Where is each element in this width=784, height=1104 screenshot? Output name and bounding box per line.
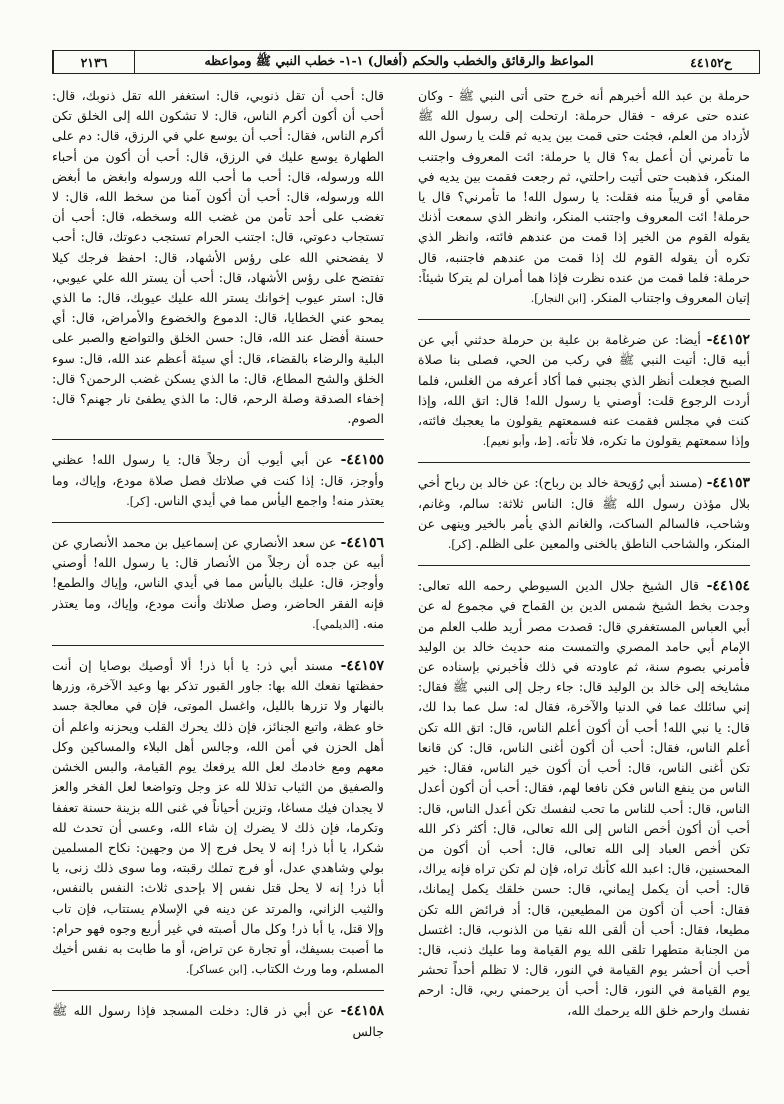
entry-source: [ابن عساكر]. (185, 963, 248, 977)
entry-source: [الديلمي]. (312, 617, 359, 631)
page-number: ٢١٣٦ (53, 51, 134, 73)
continuation-paragraph (418, 86, 750, 309)
hadith-entry (52, 656, 384, 980)
entry-text: عن أبي ذر قال: دخلت المسجد فإذا رسول الله ﷺ جالس (52, 1003, 384, 1039)
right-column (418, 86, 750, 1092)
entry-text: عن أبي أيوب أن رجلاً قال: يا رسول الله! عظني وأوجز، قال: إذا كنت في صلاتك فصل صلاة مودع، وإياك، وما يعتذر منه! واجمع اليأس مما في أيدي الناس. (52, 452, 384, 508)
entry-text: عن سعد الأنصاري عن إسماعيل بن محمد الأنصاري عن أبيه عن جده أن رجلاً من الأنصار قال: يا رسول الله! أوصني وأوجز، قال: عليك باليأس مما في أيدي الناس، وإياك والطمع! فإنه الفقر الحاضر، وصل صلاتك وأنت مودع، وإياك، وما يعتذر منه. (52, 535, 384, 631)
hadith-number: ٤٤١٥٤- (706, 578, 750, 595)
divider (52, 645, 384, 646)
hadith-entry (52, 1001, 384, 1041)
entry-source: [كر]. (126, 494, 150, 508)
hadith-number: ٤٤١٥٨- (340, 1003, 384, 1020)
entry-text: (مسند أبي رُوَيحة خالد بن رباح): عن خالد بن رباح أخي بلال مؤذن رسول الله ﷺ قال: الناس ثلاثة: سالم، وغانم، وشاحب، فالسالم الساكت، والغانم الذي يأمر بالخير وينهى عن المنكر، والشاحب الناطق بالخنى والمعين على الظلم. (418, 475, 750, 552)
entry-text: أيضا: عن ضرغامة بن علية بن حرملة حدثني أبي عن أبيه قال: أتيت النبي ﷺ في ركب من الحي، فصلى بنا صلاة الصبح فجعلت أنظر الذي بجنبي فما أكاد أعرفه من الغلس، فلما أردت الرجوع قلت: أوصني يا رسول الله! قال: اتق الله، وإذا كنت في مجلس فقمت عنه فسمعتهم يقولون ما يعجبك فائته، وإذا سمعتهم يقولون ما تكره، فلا تأته. (418, 332, 750, 449)
hadith-number: ٤٤١٥٦- (340, 535, 384, 552)
divider (418, 319, 750, 320)
hadith-number: ٤٤١٥٥- (340, 452, 384, 469)
divider (52, 439, 384, 440)
page-reference: ح٤٤١٥٢ (690, 54, 732, 70)
entry-text: مسند أبي ذر: يا أبا ذر! ألا أوصيك بوصايا إن أنت حفظتها نفعك الله بها: جاور القبور تذكر بها وعيد الآخرة، وزرها بالنهار ولا تزرها بالليل، واغسل الموتى، فإن في معالجة جسد خاو عظة، واتبع الجنائز، فإن ذلك يحرك القلب ويحزنه واعلم أن أهل الحزن في أمن الله، وجالس أهل البلاء والمساكين وكل معهم ومع خادمك لعل الله يرفعك يوم القيامة، والبس الخشن والصفيق من الثياب تذللا لله عز وجل وتواضعا لعل الفخر والعز لا يجدان فيك مساغا، وتزين أحياناً في غنى الله بزينة حسنة تعففا وتكرما، فإن ذلك لا يضرك إن شاء الله، وعسى أن تحدث لله شكرا، يا أبا ذر! إنه لا يحل فرج إلا من وجهين: نكاح المسلمين بولي وشاهدي عدل، أو فرج تملك رقبته، وما سوى ذلك زنى، يا أبا ذر! إنه لا يحل قتل نفس إلا بإحدى ثلاث: النفس بالنفس، والثيب الزاني، والمرتد عن دينه في الإسلام يستتاب، فإن تاب وإلا قتل، يا أبا ذر! وكل مال أصبته في غير أربع وجوه فهو حرام: ما أصبت بسيفك، أو تجارة عن تراض، أو ما طابت به نفس أخيك المسلم، وما ورث الكتاب. (52, 658, 384, 977)
hadith-entry (418, 576, 750, 1020)
page-header (52, 50, 760, 74)
section-title: المواعظ والرقائق والخطب والحكم (أفعال) ١-١- خطب النبي ﷺ ومواعظه (134, 51, 663, 73)
divider (418, 565, 750, 566)
entry-source: [ابن النجار]. (530, 292, 587, 306)
entry-text: حرملة بن عبد الله أخبرهم أنه خرج حتى أتى النبي ﷺ - وكان عنده حتى عرفه - فقال حرملة: ارتحلت إلى رسول الله ﷺ لأزداد من العلم، فجئت حتى قمت بين يديه ثم قلت يا رسول الله ما تأمرني أن أعمل به؟ قال يا حرملة: ائت المعروف واجتنب المنكر، فذهبت حتى أتيت راحلتي، ثم رجعت فقمت بين يديه في مقامي أو قريباً منه فقلت: يا رسول الله! ما تأمرني؟ قال يا حرملة! ائت المعروف واجتنب المنكر، وانظر الذي سمعت أذنك يقوله القوم من الخير إذا قمت من عندهم فائته، وانظر الذي تكره أن يقوله القوم لك إذا قمت من عندهم فاجتنبه، قال حرملة: فلما قمت من عنده نظرت فإذا هما أمران لم يتركا شيئاً: إتيان المعروف واجتناب المنكر. (418, 88, 750, 306)
divider (52, 522, 384, 523)
entry-text: قال: أحب أن تقل ذنوبي، قال: استغفر الله تقل ذنوبك، قال: أحب أن أكون أكرم الناس، قال: لا تشكون الله إلى الخلق تكن أكرم الناس، فقال: أحب أن يوسع علي في الرزق، قال: دم على الطهارة يوسع عليك في الرزق، قال: أحب أن أكون من أحباء الله ورسوله، قال: أحب ما أحب الله ورسوله وابغض ما أبغض الله ورسوله، قال: أحب أن أكون آمنا من سخط الله، قال: لا تغضب على أحد تأمن من غضب الله وسخطه، قال: أحب أن تستجاب دعوتي، قال: اجتنب الحرام تستجب دعوتك، قال: أحب لا يفضحني الله على رؤس الأشهاد، قال: احفظ فرجك كيلا تفتضح على رؤس الأشهاد، قال: أحب أن يستر الله علي عيوبي، قال: استر عيوب إخوانك يستر الله عليك عيوبك، قال: ما الذي يمحو عني الخطايا، قال: الدموع والخضوع والأمراض، قال: أي حسنة أفضل عند الله، قال: حسن الخلق والتواضع والصبر على البلية والرضاء بالقضاء، قال: أي سيئة أعظم عند الله، قال: سوء الخلق والشح المطاع، قال: ما الذي يسكن غضب الرحمن؟ قال: إخفاء الصدقة وصلة الرحم، قال: ما الذي يطفئ نار جهنم؟ قال: الصوم. (52, 88, 384, 427)
divider (418, 462, 750, 463)
left-column (52, 86, 384, 1092)
hadith-entry (52, 450, 384, 512)
hadith-number: ٤٤١٥٧- (340, 658, 384, 675)
hadith-entry (52, 533, 384, 635)
entry-text: قال الشيخ جلال الدين السيوطي رحمه الله تعالى: وجدت بخط الشيخ شمس الدين بن القماح في مجموع له عن أبي العباس المستغفري قال: قصدت مصر أريد طلب العلم من الإمام أبي حامد المصري والتمست منه حديث خالد بن الوليد فأمرني بصوم سنة، ثم عاودته في ذلك فأخبرني بإسناده عن مشايخه إلى خالد بن الوليد قال: جاء رجل إلى النبي ﷺ فقال: إني سائلك عما في الدنيا والآخرة، فقال له: سل عما بدا لك، قال: يا نبي الله! أحب أن أكون أعلم الناس، قال: اتق الله تكن أعلم الناس، فقال: أحب أن أكون أغنى الناس، قال: كن قانعا تكن أغنى الناس، قال: أحب أن أكون خير الناس، فقال: خير الناس من ينفع الناس فكن نافعا لهم، فقال: أحب أن أكون أعدل الناس، قال: أحب للناس ما تحب لنفسك تكن أعدل الناس، قال: أحب أن أكون أخص الناس إلى الله تعالى، قال: أكثر ذكر الله تكن أخص العباد إلى الله تعالى، قال: أحب أن أكون من المحسنين، قال: اعبد الله كأنك تراه، فإن لم تكن تراه فإنه يراك، قال: أحب أن يكمل إيماني، قال: حسن خلقك يكمل إيمانك، فقال: أحب أن أكون من المطيعين، قال: أد فرائض الله تكن مطيعا، فقال: أحب أن ألقى الله نقيا من الذنوب، قال: اغتسل من الجنابة متطهرا تلقى الله يوم القيامة وما عليك ذنب، قال: أحب أن أحشر يوم القيامة في النور، قال: لا تظلم أحداً تحشر يوم القيامة في النور، قال: أحب أن يرحمني ربي، قال: ارحم نفسك وارحم خلق الله يرحمك الله، (418, 578, 750, 1018)
hadith-number: ٤٤١٥٣- (706, 475, 750, 492)
divider (52, 990, 384, 991)
entry-source: [كر]. (447, 538, 472, 552)
continuation-paragraph (52, 86, 384, 429)
hadith-entry (418, 473, 750, 555)
hadith-number: ٤٤١٥٢- (706, 332, 750, 349)
entry-source: [ط، وأبو نعيم]. (482, 435, 552, 449)
hadith-entry (418, 330, 750, 452)
